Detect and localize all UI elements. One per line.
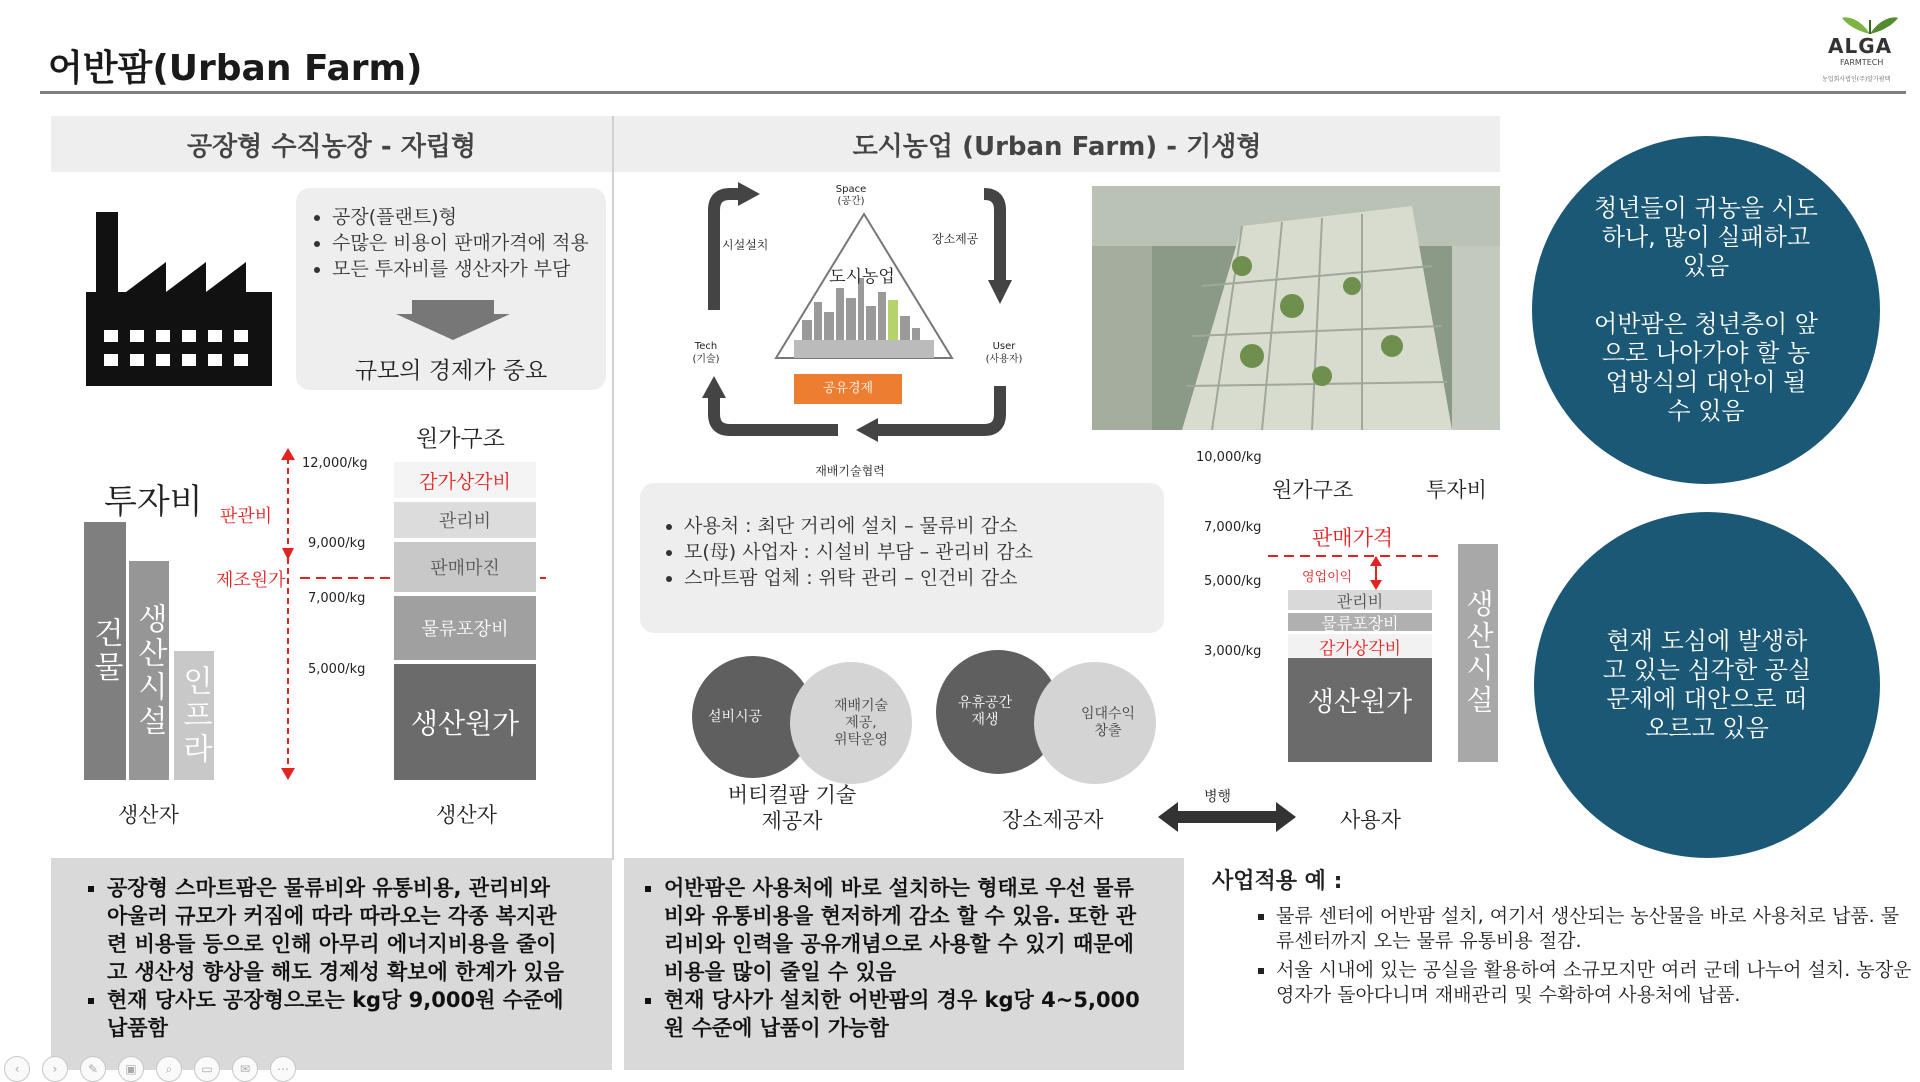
y-tick: 10,000/kg xyxy=(1196,450,1262,465)
venn-install-label: 설비시공 xyxy=(707,708,763,725)
bar-infra xyxy=(174,651,214,780)
insight-text-bottom: 현재 도심에 발생하고 있는 심각한 공실문제에 대안으로 떠오르고 있음 xyxy=(1602,627,1812,742)
left-summary-box xyxy=(296,188,606,390)
y-tick: 5,000/kg xyxy=(308,662,366,677)
logo-company: 농업회사법인(주)알가팜텍 xyxy=(1822,76,1891,83)
economy-of-scale: 규모의 경제가 중요 xyxy=(354,358,548,384)
bar-facility-label: 생산시설 xyxy=(132,602,167,739)
right-bullet: • 사용처 : 최단 거리에 설치 – 물류비 감소 xyxy=(684,513,1164,539)
mfg-cost-label: 제조원가 xyxy=(216,570,286,591)
op-profit-arrow xyxy=(1368,556,1384,590)
cycle-tech: Tech (기술) xyxy=(692,341,720,365)
left-panel-header: 공장형 수직농장 - 자립형 xyxy=(51,116,612,172)
panel-divider xyxy=(612,116,614,860)
stack-depreciation-label: 감가상각비 xyxy=(419,470,511,493)
stack-production xyxy=(394,664,536,780)
r-invest-bar xyxy=(1458,544,1498,762)
cycle-space: Space (공간) xyxy=(835,184,867,207)
bottom-mid-bullet: ▪ 어반팜은 사용처에 바로 설치하는 형태로 우선 물류비와 유통비용을 현저하게 감소 할 수 있음. 또한 관리비와 인력을 공유개념으로 사용할 수 있기 때문에 비용을 많이 줄일 수 있음 xyxy=(664,874,1154,986)
cycle-user: User (사용자) xyxy=(985,341,1023,365)
stack-logistics xyxy=(394,596,536,660)
venn-space-label: 유휴공간 재생 xyxy=(957,695,1013,728)
bottom-left-box xyxy=(51,858,612,1070)
business-list xyxy=(1206,904,1916,1008)
stack-admin xyxy=(394,502,536,538)
prev-slide-button[interactable]: ‹ xyxy=(4,1056,30,1082)
sale-price-dashed-line xyxy=(1268,554,1444,558)
cycle-bottom: 재배기술협력 xyxy=(815,464,885,478)
sharing-economy-badge: 공유경제 xyxy=(794,374,902,404)
r-stack-production xyxy=(1288,658,1432,762)
y-tick: 12,000/kg xyxy=(302,456,368,471)
business-item: ▪ 물류 센터에 어반팜 설치, 여기서 생산되는 농산물을 바로 사용처로 납품. 물류센터까지 오는 물류 유통비용 절감. xyxy=(1276,904,1916,954)
y-tick: 5,000/kg xyxy=(1204,574,1262,589)
business-item: ▪ 서울 시내에 있는 공실을 활용하여 소규모지만 여러 군데 나누어 설치. 농장운영자가 돌아다니며 재배관리 및 수확하여 사용처에 납품. xyxy=(1276,958,1916,1008)
stack-margin xyxy=(394,542,536,592)
left-bullet: • 수많은 비용이 판매가격에 적용 xyxy=(332,230,606,256)
sga-label: 판관비 xyxy=(220,506,273,527)
right-bullet: • 스마트팜 업체 : 위탁 관리 – 인건비 감소 xyxy=(684,565,1164,591)
cycle-center: 도시농업 xyxy=(829,267,895,287)
title-divider xyxy=(40,91,1906,94)
place-provider-label: 장소제공자 xyxy=(1002,808,1104,832)
r-stack-admin-label: 관리비 xyxy=(1336,591,1384,611)
insight-circle-bottom xyxy=(1534,512,1880,858)
user-label: 사용자 xyxy=(1340,808,1401,832)
leaf-logo-icon xyxy=(1840,8,1900,36)
sga-arrow xyxy=(278,496,298,560)
insight-circle-top xyxy=(1532,136,1880,484)
subtitle-button[interactable]: ✉ xyxy=(232,1056,258,1082)
cost-title: 원가구조 xyxy=(416,426,505,452)
r-invest-bar-label: 생산시설 xyxy=(1462,589,1495,717)
producer-label: 생산자 xyxy=(436,803,497,827)
venn-tech-label: 재배기술 제공, 위탁운영 xyxy=(833,697,889,748)
right-summary-box xyxy=(640,483,1164,633)
tech-provider-label: 버티컬팜 기술 제공자 xyxy=(727,783,857,833)
y-tick: 3,000/kg xyxy=(1204,644,1262,659)
bar-facility xyxy=(129,561,169,780)
right-invest-title: 투자비 xyxy=(1426,478,1487,502)
insight-text-top: 청년들이 귀농을 시도하나, 많이 실패하고 있음 어반팜은 청년층이 앞으로 나아가야 할 농업방식의 대안이 될 수 있음 xyxy=(1594,194,1818,425)
bar-infra-label: 인프라 xyxy=(177,664,212,767)
stack-depreciation xyxy=(394,462,536,498)
y-tick: 7,000/kg xyxy=(1204,520,1262,535)
cycle-install: 시설설치 xyxy=(722,238,769,252)
slides-view-button[interactable]: ▣ xyxy=(118,1056,144,1082)
pen-tool-button[interactable]: ✎ xyxy=(80,1056,106,1082)
down-arrow-icon xyxy=(396,300,510,340)
parallel-label: 병행 xyxy=(1204,789,1232,805)
venn-rent xyxy=(1034,662,1156,784)
r-stack-logistics xyxy=(1288,613,1432,631)
more-options-button[interactable]: ⋯ xyxy=(270,1056,296,1082)
factory-icon xyxy=(86,212,272,386)
bar-building xyxy=(84,522,126,780)
bar-building-label: 건물 xyxy=(88,617,123,685)
sale-price-label: 판매가격 xyxy=(1312,526,1394,550)
right-panel-header: 도시농업 (Urban Farm) - 기생형 xyxy=(614,116,1500,172)
left-bullet: • 모든 투자비를 생산자가 부담 xyxy=(332,256,606,282)
left-bullet: • 공장(플랜트)형 xyxy=(332,204,606,230)
logo-subtext: FARMTECH xyxy=(1840,58,1884,67)
screen-button[interactable]: ▭ xyxy=(194,1056,220,1082)
invest-label: 투자비 xyxy=(104,482,203,522)
r-stack-depreciation-label: 감가상각비 xyxy=(1318,638,1402,659)
r-stack-depreciation xyxy=(1288,634,1432,658)
page-title: 어반팜(Urban Farm) xyxy=(48,48,423,89)
stack-production-label: 생산원가 xyxy=(410,707,520,740)
cycle-place: 장소제공 xyxy=(932,232,979,246)
bottom-left-bullet: ▪ 현재 당사도 공장형으로는 kg당 9,000원 수준에 납품함 xyxy=(107,986,576,1042)
bottom-mid-box xyxy=(624,858,1184,1070)
r-stack-logistics-label: 물류포장비 xyxy=(1321,613,1399,633)
double-arrow-icon xyxy=(1158,802,1296,832)
venn-tech xyxy=(790,662,912,784)
stack-margin-label: 판매마진 xyxy=(430,558,500,579)
right-bullet: • 모(母) 사업자 : 시설비 부담 – 관리비 감소 xyxy=(684,539,1164,565)
business-title: 사업적용 예 : xyxy=(1212,869,1343,894)
y-tick: 7,000/kg xyxy=(308,591,366,606)
zoom-button[interactable]: ⌕ xyxy=(156,1056,182,1082)
r-stack-admin xyxy=(1288,590,1432,610)
stack-logistics-label: 물류포장비 xyxy=(421,619,509,640)
producer-label: 생산자 xyxy=(118,803,179,827)
bottom-mid-bullet: ▪ 현재 당사가 설치한 어반팜의 경우 kg당 4~5,000원 수준에 납품이 가능함 xyxy=(664,986,1154,1042)
bottom-left-bullet: ▪ 공장형 스마트팜은 물류비와 유통비용, 관리비와 아울러 규모가 커짐에 따라 따라오는 각종 복지관련 비용들 등으로 인해 아무리 에너지비용을 줄이고 생산성 향상을 해도 경제성 확보에 한계가 있음 xyxy=(107,874,576,986)
logo-text: ALGA xyxy=(1828,34,1893,58)
next-slide-button[interactable]: › xyxy=(42,1056,68,1082)
right-cost-title: 원가구조 xyxy=(1272,478,1354,502)
y-tick: 9,000/kg xyxy=(308,536,366,551)
vertical-farm-building-image xyxy=(1092,186,1500,430)
venn-rent-label: 임대수익 창출 xyxy=(1080,706,1136,739)
cycle-diagram xyxy=(694,180,1034,450)
stack-admin-label: 관리비 xyxy=(438,511,492,532)
op-profit-label: 영업이익 xyxy=(1302,570,1353,585)
r-stack-production-label: 생산원가 xyxy=(1307,687,1413,718)
